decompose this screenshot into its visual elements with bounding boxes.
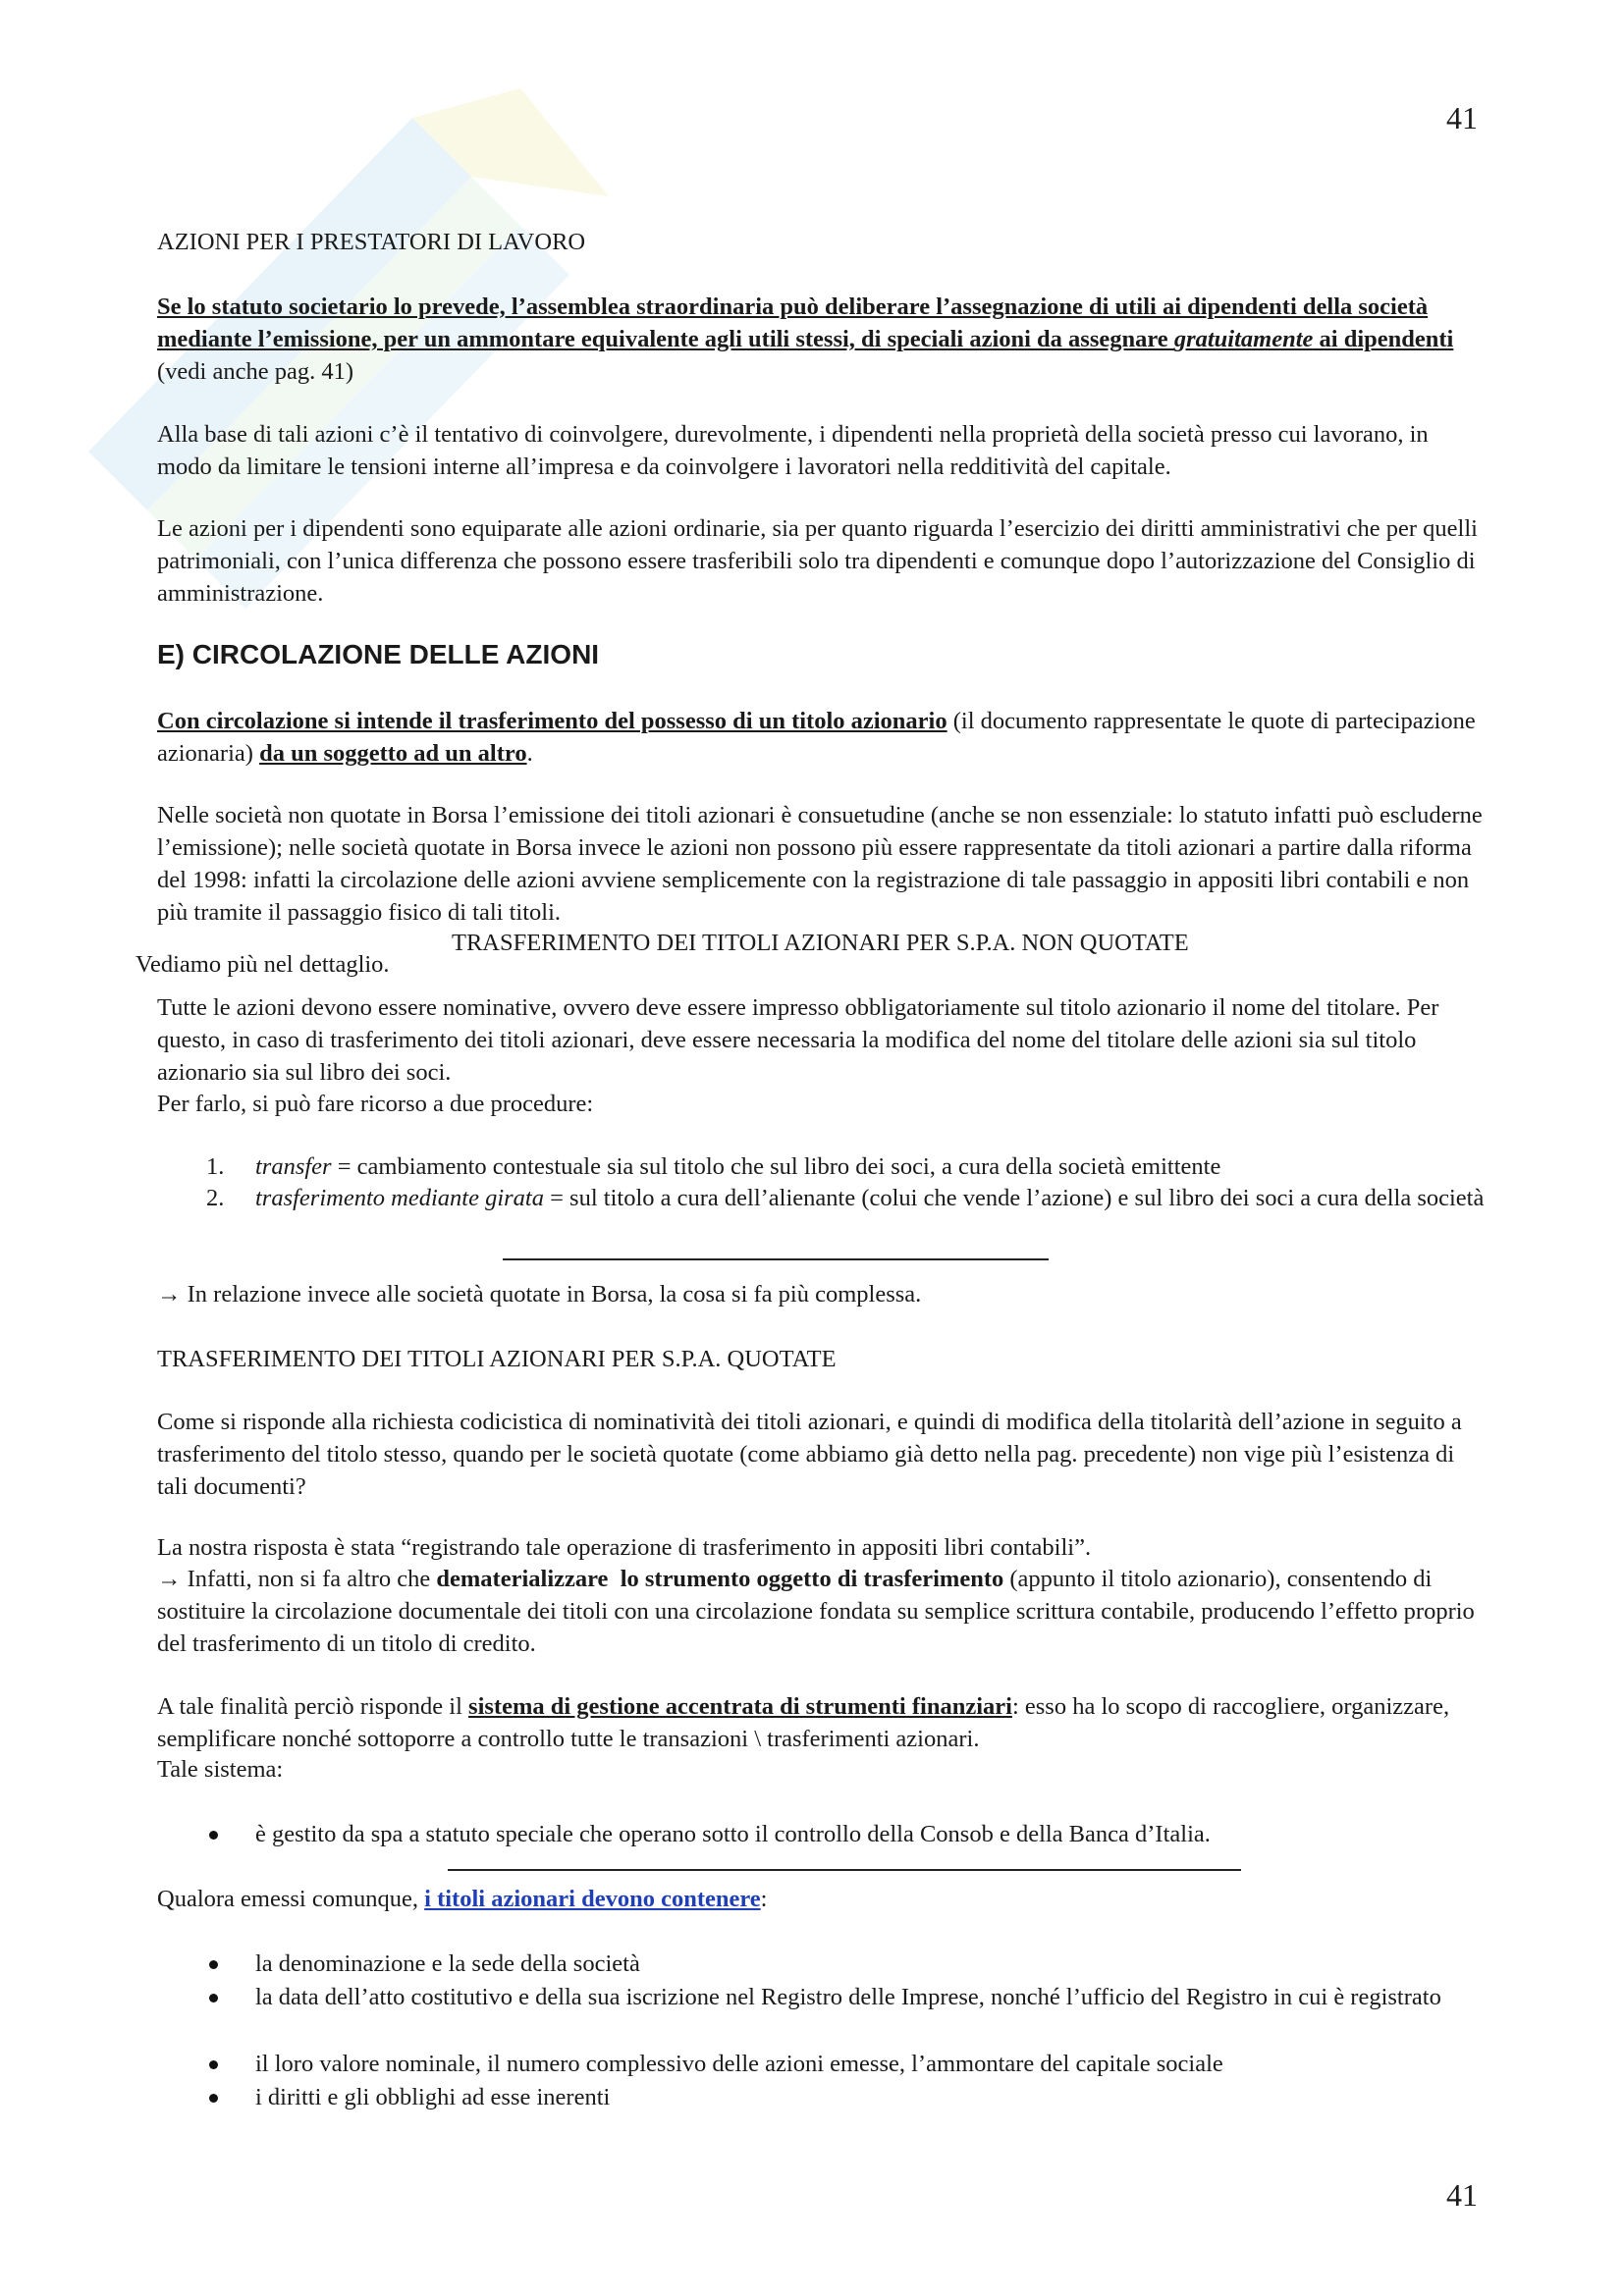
bullet-icon xyxy=(209,1994,218,2002)
emphasis-text: gratuitamente xyxy=(1173,326,1314,352)
paragraph-tail: (vedi anche pag. 41) xyxy=(157,358,353,385)
list-item-text: è gestito da spa a statuto speciale che operano sotto il controllo della Consob e della Banca d’Italia. xyxy=(255,1821,1211,1847)
list-number: 1. xyxy=(206,1153,225,1180)
paragraph-text: A tale finalità perciò risponde il xyxy=(157,1693,469,1720)
page-number-bottom: 41 xyxy=(1446,2177,1478,2213)
list-item xyxy=(157,1981,1488,2046)
subsection-heading: TRASFERIMENTO DEI TITOLI AZIONARI PER S.P.A. NON QUOTATE xyxy=(452,930,1189,956)
paragraph: Per farlo, si può fare ricorso a due procedure: xyxy=(157,1091,594,1117)
bullet-icon xyxy=(209,2060,218,2069)
list-number: 2. xyxy=(206,1185,225,1211)
emphasis-text: da un soggetto ad un altro xyxy=(259,740,527,767)
emphasis-text: Se lo statuto societario lo prevede, l’assemblea straordinaria può deliberare l’assegnazione di utili ai dipendenti della società mediante l’emissione, per un ammontare equivalente agli utili stessi, di speciali azioni da assegnare xyxy=(157,294,1429,352)
arrow-note-text: In relazione invece alle società quotate in Borsa, la cosa si fa più complessa. xyxy=(187,1281,922,1308)
list-item xyxy=(157,1182,1488,1247)
list-term: trasferimento mediante girata xyxy=(255,1185,544,1211)
divider xyxy=(448,1869,1241,1871)
list-item-text xyxy=(255,1182,1488,1214)
paragraph-text: Infatti, non si fa altro che xyxy=(187,1566,437,1592)
list-item-text: il loro valore nominale, il numero complessivo delle azioni emesse, l’ammontare del capitale sociale xyxy=(255,2051,1223,2077)
list-term: transfer xyxy=(255,1153,332,1180)
list-desc: = sul titolo a cura dell’alienante (colui che vende l’azione) e sul libro dei soci a cura della società xyxy=(543,1185,1485,1211)
emphasis-text: lo strumento oggetto di trasferimento xyxy=(620,1566,1004,1592)
paragraph xyxy=(157,291,1488,388)
list-item xyxy=(157,1150,1488,1183)
paragraph xyxy=(157,1690,1488,1755)
paragraph: Nelle società non quotate in Borsa l’emissione dei titoli azionari è consuetudine (anche se non essenziale: lo statuto infatti può escluderne l’emissione); nelle società quotate in Borsa invece le azioni non possono più essere rappresentate da titoli azionari a partire dalla riforma del 1998: infatti la circolazione delle azioni avviene semplicemente con la registrazione di tale passaggio in appositi libri contabili e non più tramite il passaggio fisico di tali titoli. xyxy=(157,802,1483,926)
arrow-right-icon: → xyxy=(157,1566,182,1592)
arrow-note xyxy=(157,1278,1488,1310)
bullet-icon xyxy=(209,1960,218,1969)
paragraph-text: : xyxy=(760,1886,768,1912)
list-item xyxy=(157,1818,1488,1850)
paragraph: Come si risponde alla richiesta codicistica di nominatività dei titoli azionari, e quindi di modifica della titolarità dell’azione in seguito a trasferimento del titolo stesso, quando per le società quotate (come abbiamo già detto nella pag. precedente) non vige più l’esistenza di tali documenti? xyxy=(157,1409,1462,1500)
list-item-text: i diritti e gli obblighi ad esse inerenti xyxy=(255,2084,611,2110)
list-item xyxy=(157,1948,1488,1980)
emphasis-text: sistema di gestione accentrata di strumenti finanziari xyxy=(468,1693,1012,1720)
paragraph: Tale sistema: xyxy=(157,1756,284,1783)
list-item xyxy=(157,2048,1488,2080)
emphasis-text: ai dipendenti xyxy=(1313,326,1454,352)
paragraph xyxy=(157,1563,1488,1660)
list-desc: = cambiamento contestuale sia sul titolo che sul libro dei soci, a cura della società emittente xyxy=(331,1153,1221,1180)
paragraph: Le azioni per i dipendenti sono equiparate alle azioni ordinarie, sia per quanto riguarda l’esercizio dei diritti amministrativi che per quelli patrimoniali, con l’unica differenza che possono essere trasferibili solo tra dipendenti e comunque dopo l’autorizzazione del Consiglio di amministrazione. xyxy=(157,515,1478,607)
arrow-right-icon: → xyxy=(157,1281,182,1308)
bullet-icon xyxy=(209,1831,218,1840)
list-item-text: la denominazione e la sede della società xyxy=(255,1950,640,1977)
paragraph-text: Qualora emessi comunque, xyxy=(157,1886,425,1912)
paragraph-text: (appunto il titolo azionario), consentendo di sostituire la circolazione documentale dei titoli con una circolazione fondata su semplice scrittura contabile, producendo l’effetto proprio del trasferimento di un titolo di credito. xyxy=(157,1566,1475,1657)
paragraph xyxy=(157,1883,1488,1915)
paragraph: Vediamo più nel dettaglio. xyxy=(135,951,390,978)
emphasis-text: Con circolazione si intende il trasferimento del possesso di un titolo azionario xyxy=(157,708,947,734)
section-heading: E) CIRCOLAZIONE DELLE AZIONI xyxy=(157,639,600,669)
bullet-icon xyxy=(209,2094,218,2103)
paragraph: Tutte le azioni devono essere nominative, ovvero deve essere impresso obbligatoriamente sul titolo azionario il nome del titolare. Per questo, in caso di trasferimento dei titoli azionari, deve essere necessaria la modifica del nome del titolare delle azioni sia sul titolo azionario sia sul libro dei soci. xyxy=(157,994,1439,1086)
list-item-text: la data dell’atto costitutivo e della sua iscrizione nel Registro delle Imprese, nonché l’ufficio del Registro in cui è registrato xyxy=(255,1984,1441,2010)
section-title: TRASFERIMENTO DEI TITOLI AZIONARI PER S.P.A. QUOTATE xyxy=(157,1346,837,1372)
paragraph: La nostra risposta è stata “registrando tale operazione di trasferimento in appositi libri contabili”. xyxy=(157,1534,1092,1561)
list-item xyxy=(157,2081,1488,2113)
divider xyxy=(503,1258,1049,1260)
titoli-azionari-link[interactable]: i titoli azionari devono contenere xyxy=(424,1886,761,1912)
section-title: AZIONI PER I PRESTATORI DI LAVORO xyxy=(157,229,586,255)
paragraph-text: (il documento rappresentate le quote di partecipazione azionaria) xyxy=(157,708,1476,767)
paragraph-text: . xyxy=(526,740,533,767)
emphasis-text: dematerializzare xyxy=(436,1566,609,1592)
paragraph-text: : esso ha lo scopo di raccogliere, organizzare, semplificare nonché sottoporre a controllo tutte le transazioni \ trasferimenti azionari. xyxy=(157,1693,1450,1752)
page-number-top: 41 xyxy=(1446,100,1478,135)
paragraph xyxy=(157,705,1488,770)
list-item-text xyxy=(255,1150,1488,1183)
paragraph: Alla base di tali azioni c’è il tentativo di coinvolgere, durevolmente, i dipendenti nella proprietà della società presso cui lavorano, in modo da limitare le tensioni interne all’impresa e da coinvolgere i lavoratori nella redditività del capitale. xyxy=(157,421,1429,480)
